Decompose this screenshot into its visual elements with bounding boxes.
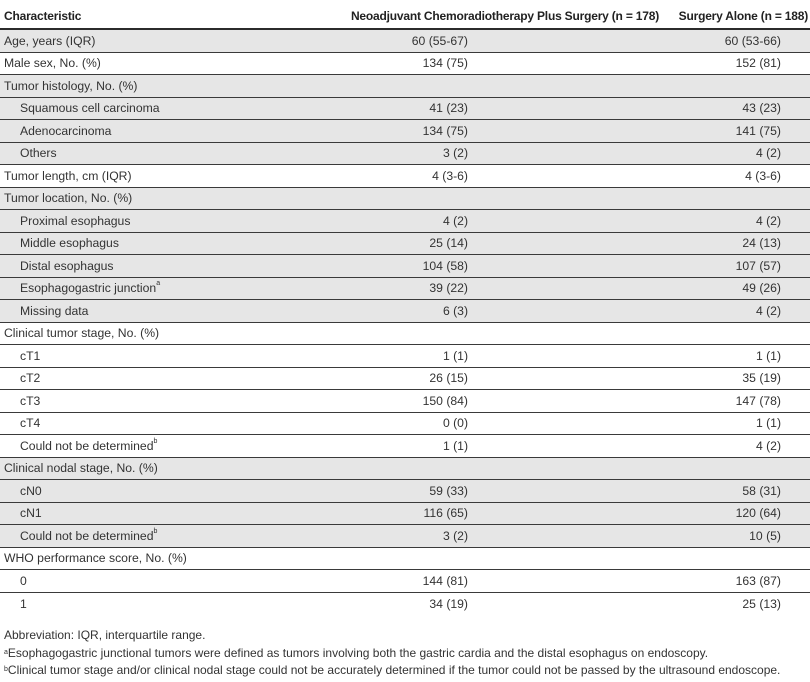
row-label-text: Tumor histology, No. (%): [4, 78, 138, 93]
table-body: [0, 30, 810, 615]
group2-value: 107 (57): [735, 258, 781, 273]
row-label: [0, 551, 334, 565]
row-label-text: 0: [20, 573, 27, 588]
row-label-text: WHO performance score, No. (%): [4, 551, 187, 566]
table-row: [0, 188, 810, 211]
table-row: [0, 165, 810, 188]
row-label-text: cT2: [20, 371, 41, 386]
row-label: [0, 79, 334, 93]
row-label: [0, 439, 350, 453]
row-label: [0, 461, 334, 475]
row-label-text: Clinical nodal stage, No. (%): [4, 461, 158, 476]
row-label-text: Missing data: [20, 303, 89, 318]
row-label: [0, 34, 334, 48]
row-label: [0, 281, 350, 295]
footnote-a-text: Esophagogastric junctional tumors were defined as tumors involving both the gastric cardia and the distal esophagus on endoscopy.: [7, 645, 709, 660]
row-label: [0, 304, 350, 318]
table-row: [0, 390, 810, 413]
row-label-text: Adenocarcinoma: [20, 123, 112, 138]
row-label-text: 1: [20, 596, 27, 611]
table-row: [0, 525, 810, 548]
row-label-text: Distal esophagus: [20, 258, 114, 273]
row-label-text: Age, years (IQR): [4, 33, 96, 48]
group1-value: 3 (2): [442, 528, 468, 543]
group2-value: 4 (2): [755, 146, 781, 161]
table-row: [0, 570, 810, 593]
group1-value: 39 (22): [429, 281, 468, 296]
footnote-abbreviation: Abbreviation: IQR, interquartile range.: [4, 628, 206, 642]
row-label-text: Esophagogastric junction: [20, 281, 157, 296]
row-label-text: Tumor location, No. (%): [4, 191, 133, 206]
group1-value: 1 (1): [442, 438, 468, 453]
group1-value: 34 (19): [429, 596, 468, 611]
row-label-text: Proximal esophagus: [20, 213, 131, 228]
table-row: [0, 548, 810, 571]
row-label-text: cT3: [20, 393, 41, 408]
group2-value: 4 (2): [755, 438, 781, 453]
row-label: [0, 416, 350, 430]
table-row: [0, 30, 810, 53]
table-header: [0, 0, 810, 30]
footnote-b: [4, 662, 780, 680]
row-label-text: cT4: [20, 416, 41, 431]
table-row: [0, 120, 810, 143]
group2-value: 24 (13): [742, 236, 781, 251]
table-row: [0, 503, 810, 526]
row-label: [0, 124, 350, 138]
group1-value: 150 (84): [422, 393, 468, 408]
group1-value: 134 (75): [422, 56, 468, 71]
group1-value: 25 (14): [429, 236, 468, 251]
row-label: [0, 529, 350, 543]
header-group1: Neoadjuvant Chemoradiotherapy Plus Surgery (n = 178): [350, 9, 659, 23]
row-label-text: Clinical tumor stage, No. (%): [4, 326, 160, 341]
row-label-text: Could not be determined: [20, 528, 154, 543]
row-label: [0, 371, 350, 385]
row-label: [0, 146, 350, 160]
group1-value: 3 (2): [442, 146, 468, 161]
row-label-text: Others: [20, 146, 57, 161]
group2-value: 49 (26): [742, 281, 781, 296]
row-label: [0, 214, 350, 228]
group1-value: 60 (55-67): [411, 33, 468, 48]
group1-value: 1 (1): [442, 348, 468, 363]
footnote-a: [4, 645, 780, 663]
row-label-text: Could not be determined: [20, 438, 154, 453]
footnote-marker: b: [153, 437, 158, 445]
group2-value: 1 (1): [755, 416, 781, 431]
table-row: [0, 435, 810, 458]
group1-value: 0 (0): [442, 416, 468, 431]
row-label: [0, 169, 334, 183]
row-label: [0, 191, 334, 205]
table-row: [0, 143, 810, 166]
table-row: [0, 75, 810, 98]
table-row: [0, 458, 810, 481]
table-row: [0, 593, 810, 616]
group2-value: 141 (75): [735, 123, 781, 138]
footnote-marker: b: [153, 527, 158, 535]
table-row: [0, 98, 810, 121]
footnote-marker: a: [156, 280, 161, 288]
group1-value: 6 (3): [442, 303, 468, 318]
group1-value: 4 (2): [442, 213, 468, 228]
group2-value: 4 (2): [755, 213, 781, 228]
group1-value: 4 (3-6): [432, 168, 468, 183]
group2-value: 35 (19): [742, 371, 781, 386]
group2-value: 58 (31): [742, 483, 781, 498]
group1-value: 134 (75): [422, 123, 468, 138]
group2-value: 147 (78): [735, 393, 781, 408]
table-row: [0, 345, 810, 368]
table-row: [0, 210, 810, 233]
row-label: [0, 259, 350, 273]
row-label-text: cN0: [20, 483, 42, 498]
row-label: [0, 236, 350, 250]
row-label-text: Male sex, No. (%): [4, 56, 101, 71]
group1-value: 26 (15): [429, 371, 468, 386]
row-label: [0, 56, 334, 70]
group1-value: 59 (33): [429, 483, 468, 498]
table-row: [0, 233, 810, 256]
group1-value: 144 (81): [422, 573, 468, 588]
header-group2: Surgery Alone (n = 188): [678, 9, 808, 23]
row-label: [0, 574, 350, 588]
table-row: [0, 368, 810, 391]
footnote-a-mark: a: [4, 648, 8, 656]
header-characteristic: Characteristic: [4, 9, 82, 23]
group2-value: 163 (87): [735, 573, 781, 588]
group2-value: 120 (64): [735, 506, 781, 521]
row-label: [0, 506, 350, 520]
table-row: [0, 278, 810, 301]
group2-value: 60 (53-66): [724, 33, 781, 48]
row-label: [0, 394, 350, 408]
row-label-text: cT1: [20, 348, 41, 363]
table-row: [0, 53, 810, 76]
group2-value: 43 (23): [742, 101, 781, 116]
group1-value: 104 (58): [422, 258, 468, 273]
group1-value: 41 (23): [429, 101, 468, 116]
row-label: [0, 597, 350, 611]
table-row: [0, 300, 810, 323]
table-row: [0, 255, 810, 278]
group2-value: 4 (3-6): [745, 168, 781, 183]
group2-value: 4 (2): [755, 303, 781, 318]
group2-value: 1 (1): [755, 348, 781, 363]
group1-value: 116 (65): [423, 506, 468, 521]
table-row: [0, 323, 810, 346]
group2-value: 152 (81): [735, 56, 781, 71]
row-label: [0, 484, 350, 498]
row-label-text: Middle esophagus: [20, 236, 119, 251]
row-label-text: Tumor length, cm (IQR): [4, 168, 132, 183]
table-row: [0, 480, 810, 503]
group2-value: 25 (13): [742, 596, 781, 611]
footnote-b-mark: b: [4, 666, 8, 673]
table-footnotes: [4, 627, 780, 680]
table-row: [0, 413, 810, 436]
row-label: [0, 349, 350, 363]
row-label: [0, 326, 334, 340]
row-label-text: cN1: [20, 506, 42, 521]
group2-value: 10 (5): [749, 528, 781, 543]
footnote-b-text: Clinical tumor stage and/or clinical nodal stage could not be accurately determined if the tumor could not be passed by the ultrasound endoscope.: [7, 663, 781, 677]
row-label: [0, 101, 350, 115]
row-label-text: Squamous cell carcinoma: [20, 101, 160, 116]
